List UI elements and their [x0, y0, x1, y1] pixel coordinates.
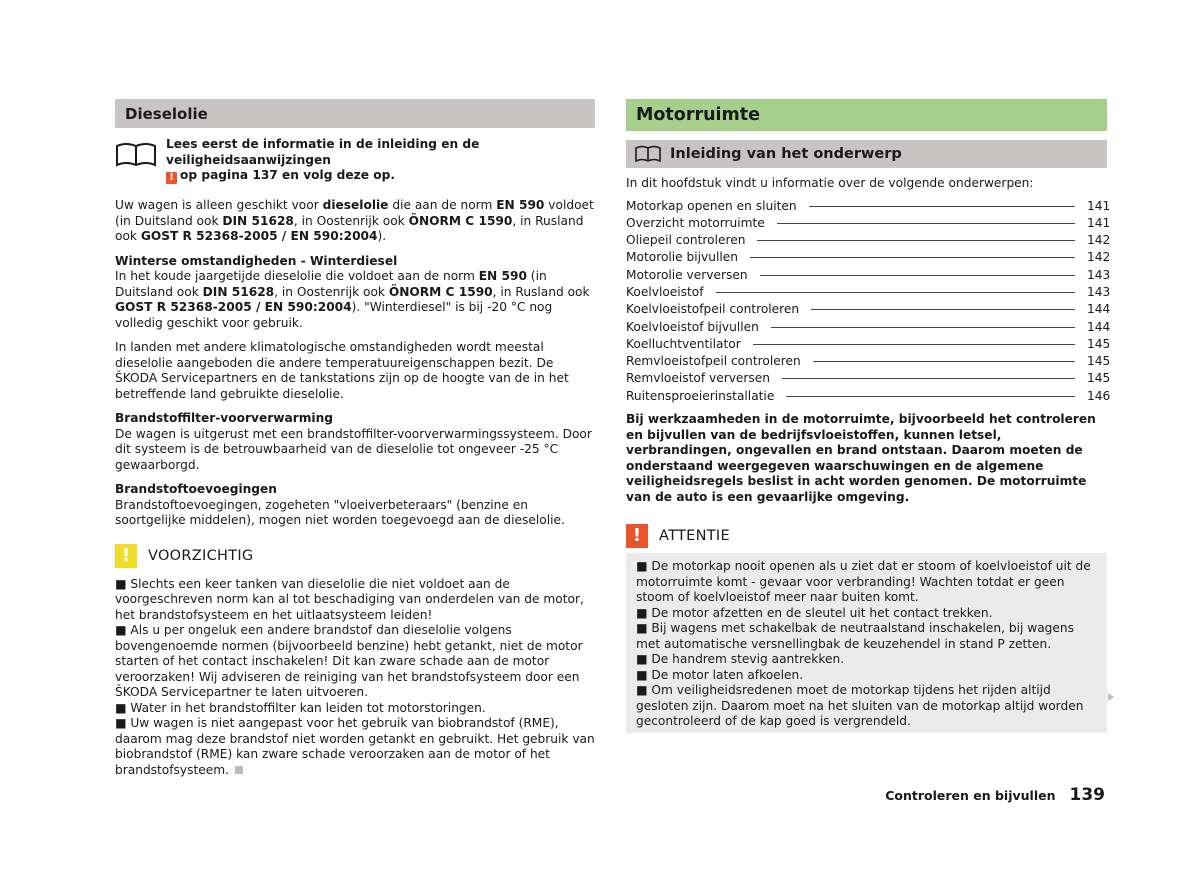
paragraph-hazard-info: Bij werkzaamheden in de motorruimte, bijvoorbeeld het controleren en bijvullen van de bedrijfsvloeistoffen, kunnen letsel, verbrandingen, ongevallen en brand ontstaan. Daarom moeten de onderstaand weergegeven waarschuwingen en de algemene veiligheidsregels beslist in acht worden genomen. De motorruimte van de auto is een gevaarlijke omgeving.	[626, 412, 1096, 504]
toc-entry-page: 141	[1087, 215, 1111, 230]
toc-entry-label: Koelvloeistof bijvullen	[626, 319, 759, 334]
toc-leader-line	[750, 257, 1075, 258]
subheading-text: Inleiding van het onderwerp	[670, 146, 902, 162]
caution-item: ■ Als u per ongeluk een andere brandstof dan dieselolie volgens bovengenoemde normen (bijvoorbeeld benzine) hebt getankt, niet de motor starten of het contact inschakelen! Dit kan zware schade aan de motor veroorzaken! Wij adviseren de reiniging van het brandstofsysteem door een ŠKODA Servicepartner te laten uitvoeren.	[115, 623, 583, 699]
toc-entry[interactable]	[626, 215, 1111, 233]
toc-entry-page: 145	[1087, 371, 1111, 386]
toc-entry-label: Motorolie bijvullen	[626, 250, 738, 265]
open-book-icon	[115, 140, 157, 168]
toc-entry-page: 145	[1087, 336, 1111, 351]
toc-entry-page: 144	[1087, 302, 1111, 317]
toc-leader-line	[782, 378, 1075, 379]
note-line-1: Lees eerst de informatie in de inleiding en de veiligheidsaanwijzingen	[166, 137, 480, 167]
paragraph-other-climates: In landen met andere klimatologische omstandigheden wordt meestal dieselolie aangeboden die andere temperatuureigenschappen bezit. De ŠKODA Servicepartners en de tankstations zijn op de hoogte van de in het betreffende land gebruikte dieselolie.	[115, 340, 569, 401]
caution-icon: !	[115, 544, 137, 568]
warning-ref-icon: !	[166, 172, 177, 184]
paragraph-diesel-norm: Uw wagen is alleen geschikt voor dieselolie die aan de norm EN 590 voldoet (in Duitsland ook DIN 51628, in Oostenrijk ook ÖNORM C 1590, in Rusland ook GOST R 52368-2005 / EN 590:2004).	[115, 198, 594, 243]
toc-entry[interactable]	[626, 250, 1111, 267]
toc-entry[interactable]	[626, 267, 1111, 285]
paragraph-winterdiesel: In het koude jaargetijde dieselolie die voldoet aan de norm EN 590 (in Duitsland ook DIN 51628, in Oostenrijk ook ÖNORM C 1590, in Rusland ook GOST R 52368-2005 / EN 590:2004). "Winterdiesel" is bij -20 °C nog volledig geschikt voor gebruik.	[115, 269, 590, 330]
toc-leader-line	[771, 327, 1075, 328]
attention-item: ■ De motor laten afkoelen.	[636, 667, 804, 682]
toc-entry-page: 143	[1087, 267, 1111, 282]
toc-entry-label: Koelvloeistofpeil controleren	[626, 302, 800, 317]
subheading-introduction	[626, 140, 1107, 168]
end-of-section-icon	[235, 766, 243, 774]
table-of-contents	[626, 198, 1111, 407]
page-footer	[885, 785, 1105, 805]
attention-header	[626, 523, 1107, 549]
open-book-icon	[634, 144, 662, 164]
toc-entry-label: Motorkap openen en sluiten	[626, 198, 797, 213]
toc-entry[interactable]	[626, 319, 1111, 337]
continue-arrow-icon	[1108, 693, 1114, 701]
toc-entry[interactable]	[626, 233, 1111, 250]
section-heading-dieselolie: Dieselolie	[115, 99, 595, 128]
caution-item: ■ Water in het brandstoffilter kan leiden tot motorstoringen.	[115, 700, 486, 715]
toc-entry-page: 145	[1087, 354, 1111, 369]
attention-item: ■ De motor afzetten en de sleutel uit het contact trekken.	[636, 605, 993, 620]
toc-entry-label: Remvloeistofpeil controleren	[626, 354, 801, 369]
read-first-note	[115, 137, 595, 184]
toc-entry-label: Motorolie verversen	[626, 267, 748, 282]
toc-leader-line	[777, 223, 1075, 224]
paragraph-filter: De wagen is uitgerust met een brandstoffilter-voorverwarmingssysteem. Door dit systeem is de betrouwbaarheid van de dieselolie tot ongeveer -25 °C gewaarborgd.	[115, 426, 592, 472]
subheading-winter: Winterse omstandigheden - Winterdiesel	[115, 253, 398, 268]
subheading-filter: Brandstoffilter-voorverwarming	[115, 411, 334, 425]
attention-item: ■ Bij wagens met schakelbak de neutraalstand inschakelen, bij wagens met automatische versnellingbak de keuzehendel in stand P zetten.	[636, 621, 1074, 651]
page-number: 139	[1069, 785, 1105, 805]
toc-entry[interactable]	[626, 388, 1111, 406]
attention-item: ■ Om veiligheidsredenen moet de motorkap tijdens het rijden altijd gesloten zijn. Daarom moet na het sluiten van de motorkap altijd worden gecontroleerd of de kap goed is vergrendeld.	[636, 683, 1084, 729]
toc-entry[interactable]	[626, 198, 1111, 216]
toc-entry-label: Overzicht motorruimte	[626, 215, 765, 230]
caution-title: VOORZICHTIG	[148, 547, 254, 564]
toc-leader-line	[760, 275, 1075, 276]
chapter-heading-motorruimte: Motorruimte	[626, 99, 1107, 131]
toc-entry[interactable]	[626, 302, 1111, 319]
toc-entry[interactable]	[626, 336, 1111, 354]
toc-leader-line	[811, 309, 1075, 310]
attention-item: ■ De motorkap nooit openen als u ziet dat er stoom of koelvloeistof uit de motorruimte komt - gevaar voor verbranding! Wachten totdat er geen stoom of koelvloeistof meer naar buiten komt.	[636, 559, 1091, 605]
toc-entry-page: 141	[1087, 198, 1111, 213]
toc-leader-line	[786, 396, 1075, 397]
right-column	[626, 99, 1111, 733]
attention-item: ■ De handrem stevig aantrekken.	[636, 652, 845, 667]
toc-entry-label: Oliepeil controleren	[626, 233, 746, 248]
toc-entry-page: 142	[1087, 233, 1111, 248]
caution-list	[115, 577, 595, 779]
attention-list	[626, 553, 1107, 733]
paragraph-additives: Brandstoftoevoegingen, zogeheten "vloeiverbeteraars" (benzine en soortgelijke middelen), mogen niet worden toegevoegd aan de dieselolie.	[115, 497, 565, 527]
toc-leader-line	[716, 292, 1075, 293]
toc-entry[interactable]	[626, 354, 1111, 371]
toc-entry-page: 143	[1087, 284, 1111, 299]
toc-entry-page: 146	[1087, 388, 1111, 403]
toc-leader-line	[753, 344, 1075, 345]
toc-entry-page: 144	[1087, 319, 1111, 334]
toc-leader-line	[813, 361, 1075, 362]
intro-text: In dit hoofdstuk vindt u informatie over de volgende onderwerpen:	[626, 176, 1034, 190]
toc-entry-label: Koelvloeistof	[626, 284, 704, 299]
toc-entry-page: 142	[1087, 250, 1111, 265]
toc-leader-line	[809, 206, 1075, 207]
subheading-additives: Brandstoftoevoegingen	[115, 482, 277, 496]
caution-item: ■ Uw wagen is niet aangepast voor het gebruik van biobrandstof (RME), daarom mag deze brandstof niet worden getankt en gebruikt. Het gebruik van biobrandstof (RME) kan zware schade veroorzaken aan de motor of het brandstofsysteem.	[115, 716, 595, 777]
attention-icon: !	[626, 524, 648, 548]
toc-entry-label: Koelluchtventilator	[626, 336, 741, 351]
footer-section-title: Controleren en bijvullen	[885, 788, 1056, 803]
caution-item: ■ Slechts een keer tanken van dieselolie die niet voldoet aan de voorgeschreven norm kan al tot beschadiging van onderdelen van de motor, het brandstofsysteem en het uitlaatsysteem leiden!	[115, 576, 584, 622]
caution-header	[115, 543, 595, 569]
toc-leader-line	[757, 240, 1075, 241]
left-column	[115, 99, 595, 778]
toc-entry[interactable]	[626, 371, 1111, 388]
toc-entry[interactable]	[626, 284, 1111, 302]
attention-title: ATTENTIE	[659, 528, 730, 545]
toc-entry-label: Remvloeistof verversen	[626, 371, 770, 386]
note-line-2: op pagina 137 en volg deze op.	[180, 168, 395, 182]
toc-entry-label: Ruitensproeierinstallatie	[626, 388, 775, 403]
